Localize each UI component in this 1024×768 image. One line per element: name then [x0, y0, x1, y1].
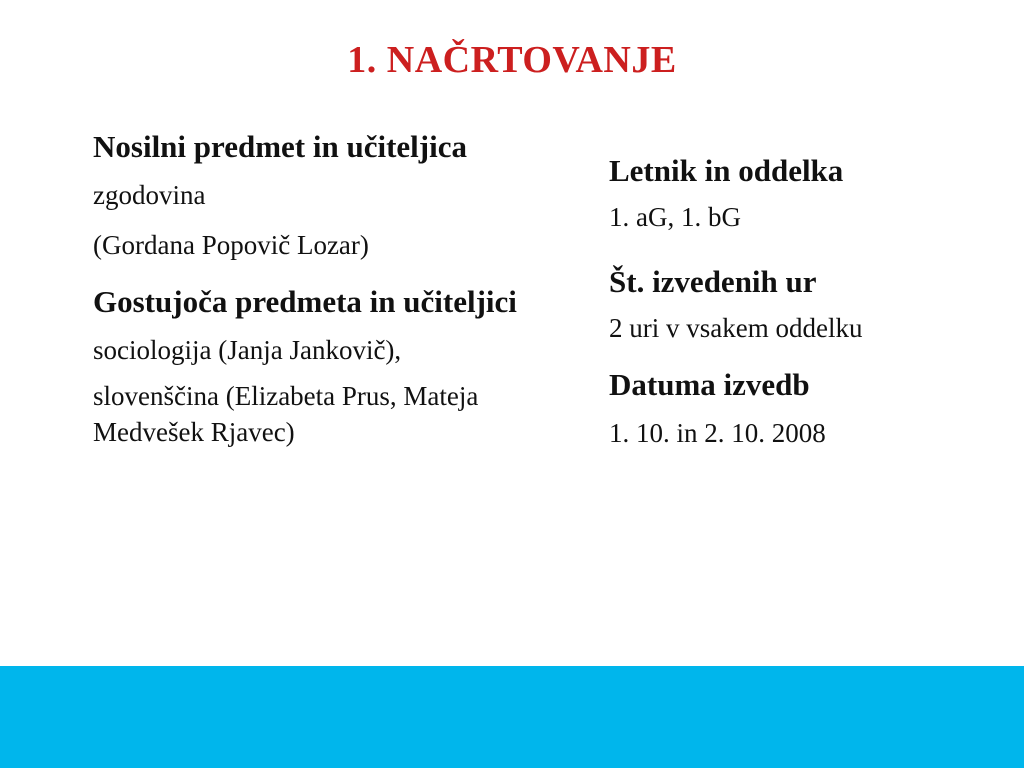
guest-subject-sociology-text: sociologija (Janja Jankovič), — [93, 335, 402, 365]
footer-band — [0, 666, 1024, 768]
hours-text: 2 uri v vsakem oddelku — [609, 313, 863, 343]
main-teacher-text: (Gordana Popovič Lozar) — [93, 230, 369, 260]
guest-subject-slovenian-text: slovenščina (Elizabeta Prus, Mateja Medvešek Rjavec) — [93, 381, 479, 447]
main-subject-text: zgodovina — [93, 180, 206, 210]
dates-heading: Datuma izvedb — [609, 367, 810, 402]
classes-heading: Letnik in oddelka — [609, 153, 844, 188]
classes-text: 1. aG, 1. bG — [609, 202, 741, 232]
main-subject-heading: Nosilni predmet in učiteljica — [93, 129, 467, 164]
slide-title: 1. NAČRTOVANJE — [347, 39, 677, 81]
dates-text: 1. 10. in 2. 10. 2008 — [609, 418, 826, 448]
hours-heading: Št. izvedenih ur — [609, 264, 817, 299]
left-column — [93, 126, 553, 450]
right-column — [609, 150, 969, 451]
guest-subjects-heading: Gostujoča predmeta in učiteljici — [93, 284, 517, 319]
